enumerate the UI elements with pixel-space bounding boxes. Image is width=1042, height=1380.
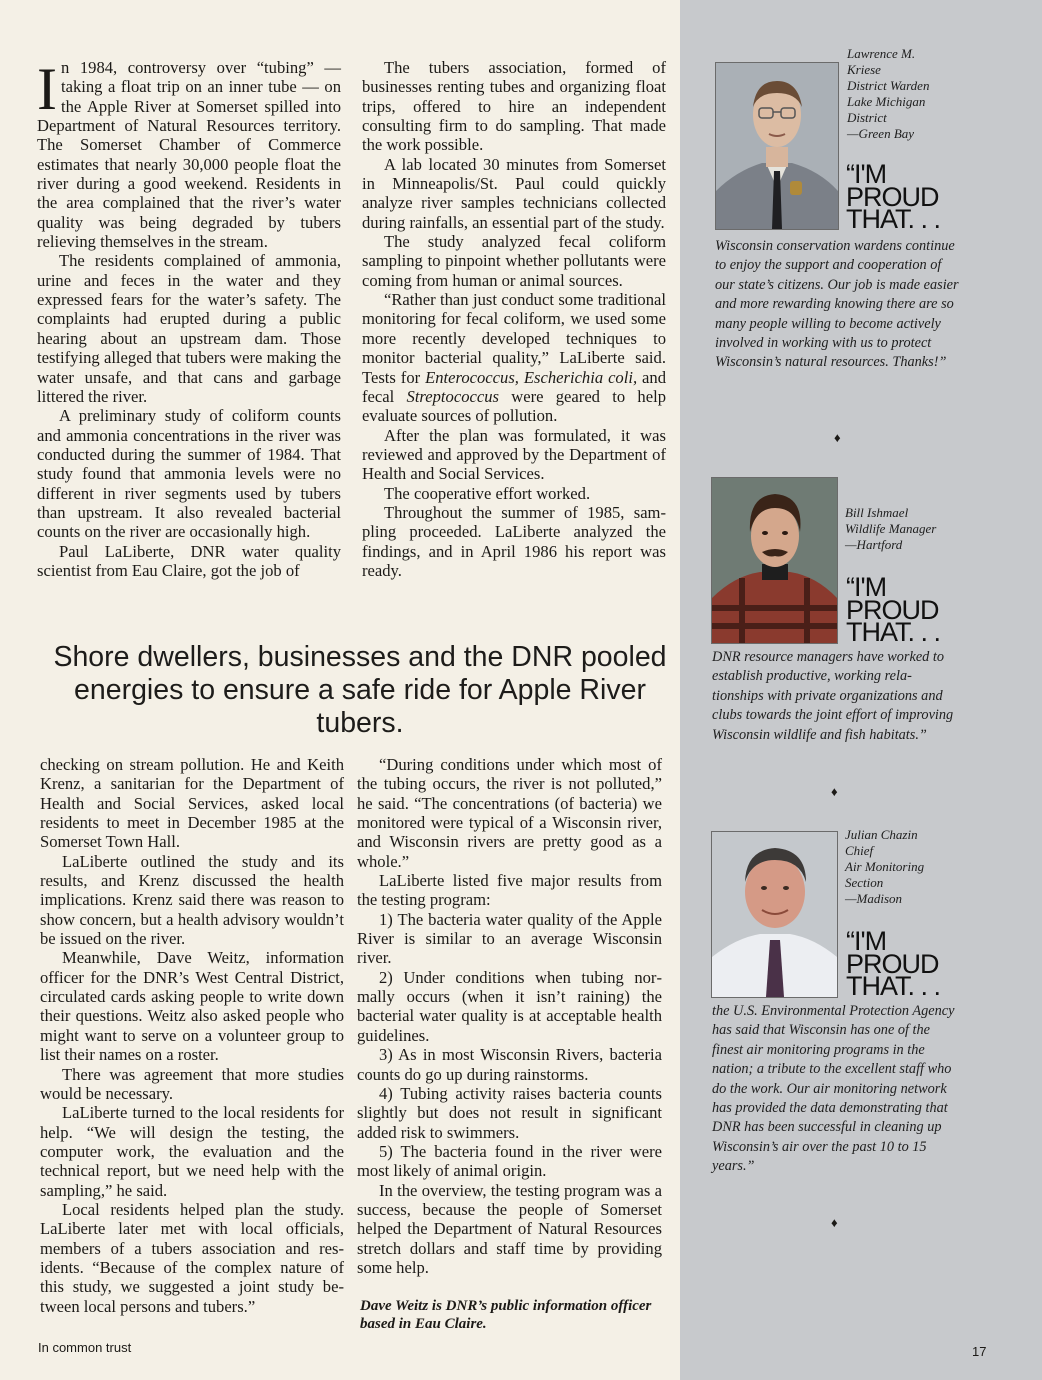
article-paragraph: A lab located 30 minutes from Somerset in Minneapolis/St. Paul could quickly analyze river samples technicians collected during rainfalls, an essential part of the study. xyxy=(362,154,666,232)
species-name: Streptococcus xyxy=(406,386,499,406)
portrait-photo-wildlife-manager xyxy=(711,477,838,644)
article-paragraph: After the plan was formulated, it was reviewed and approved by the Department of Health and Social Services. xyxy=(362,425,666,484)
article-paragraph: “During conditions under which most of the tubing occurs, the river is not polluted,” he said. “The concentrations (of bacteria) we monitored were typical of a Wisconsin river, and Wisconsin rivers are pretty good as a whole.” xyxy=(357,755,662,871)
proud-heading: “I'M PROUD THAT. . . xyxy=(846,926,941,1001)
article-paragraph: The study analyzed fecal coliform sampling to pinpoint whether pollutants were coming from human or animal sources. xyxy=(362,232,666,290)
article-paragraph: Local residents helped plan the study. LaLiberte later met with local officials, members of a tubers association and residents. “Because of the complex nature of this study, we suggested a joint study between local persons and tubers.” xyxy=(40,1199,344,1316)
profile-quote: the U.S. Environmental Protection Agency has said that Wisconsin has one of the finest air monitoring programs in the nation; a tribute to the excellent staff who do the work. Our air monitoring network has provided the data demonstrating that DNR has been successful in cleaning up Wisconsin’s air over the past 10 to 15 years.” xyxy=(712,1003,955,1175)
article-paragraph: 1) The bacteria water quality of the Apple River is similar to an average Wisconsin river. xyxy=(357,909,662,968)
profile-quote: Wisconsin conservation wardens continue to enjoy the support and cooperation of our state’s citizens. Our job is made easier and more rewarding knowing there are so many people willing to become actively involved in working with us to protect Wisconsin’s natural resources. Thanks!” xyxy=(715,238,959,371)
article-paragraph: There was agreement that more studies would be necessary. xyxy=(40,1064,344,1103)
article-paragraph: LaLiberte listed five major results from the testing program: xyxy=(357,871,662,910)
article-paragraph: 2) Under conditions when tubing normally occurs (when it isn’t raining) the bacterial water quality is at acceptable health guidelines. xyxy=(357,967,662,1045)
article-paragraph: Meanwhile, Dave Weitz, information officer for the DNR’s West Central District, circulated cards asking people to write down their questions. Weitz also asked people who might want to serve on a volunteer group to list their names on a roster. xyxy=(40,948,344,1065)
article-paragraph: Paul LaLiberte, DNR water quality scientist from Eau Claire, got the job of xyxy=(37,541,341,580)
article-paragraph: In 1984, controversy over “tubing” — taking a float trip on an inner tube — on the Apple River at Somerset spilled into Department of Natural Resources territory. The Somerset Chamber of Commerce estimates that nearly 30,000 people float the river during a good weekend. Residents in the area complained that the river’s water quality was being degraded by tubers relieving themselves in the stream. xyxy=(37,56,341,252)
article-column-4 xyxy=(357,755,662,1277)
article-paragraph: 5) The bacteria found in the river were most likely of animal origin. xyxy=(357,1141,662,1181)
portrait-photo-warden xyxy=(715,62,839,230)
portrait-photo-air-monitoring-chief xyxy=(711,831,838,998)
proud-heading: “I'M PROUD THAT. . . xyxy=(846,159,941,234)
article-paragraph: LaLiberte outlined the study and its results, and Krenz discussed the health implications. Krenz said there was reason to show concern, but a health advisory wouldn’t be issued on the river. xyxy=(40,851,344,949)
author-byline: Dave Weitz is DNR’s public information officer based in Eau Claire. xyxy=(360,1298,652,1332)
article-column-1 xyxy=(37,58,341,580)
article-paragraph: checking on stream pollution. He and Keith Krenz, a sanitarian for the Department of Health and Social Services, asked local residents to meet in December 1985 at the Somerset Town Hall. xyxy=(40,755,344,852)
pull-quote: Shore dwellers, businesses and the DNR pooled energies to ensure a safe ride for Apple River tubers. xyxy=(53,641,667,739)
article-paragraph: The cooperative effort worked. xyxy=(384,483,591,503)
proud-heading: “I'M PROUD THAT. . . xyxy=(846,572,941,647)
species-name: Enterococcus, xyxy=(425,367,519,387)
profile-quote: DNR resource managers have worked to establish productive, working relationships with private organizations and clubs towards the joint effort of improving Wisconsin wildlife and fish habitats.” xyxy=(712,649,954,743)
article-paragraph: 3) As in most Wisconsin Rivers, bacteria counts do go up during rainstorms. xyxy=(357,1045,662,1084)
profile-name-caption: Julian Chazin Chief Air Monitoring Section —Madison xyxy=(845,827,925,906)
species-name: Escherichia coli, xyxy=(523,367,638,387)
article-paragraph: A preliminary study of coliform counts and ammonia concentrations in the river was conducted during the summer of 1984. That study found that ammonia levels were no different in river segments used by tubers than upstream. It also revealed bacterial counts on the river are occasionally high. xyxy=(37,406,341,542)
diamond-bullet-icon: ♦ xyxy=(834,430,841,445)
article-column-2 xyxy=(362,58,666,580)
article-paragraph: “Rather than just conduct some traditional monitoring for fecal coliform, we used some more recently developed techniques to monitor bacterial quality,” LaLiberte said. Tests for Enterococcus, Escherichia coli, and fecal Streptococcus were geared to help evaluate sources of pollution. xyxy=(362,290,667,426)
article-paragraph: LaLiberte turned to the local residents for help. “We will design the testing, the computer work, the evaluation and the technical report, but we need help with the sampling,” he said. xyxy=(40,1103,344,1200)
article-paragraph: The tubers association, formed of businesses renting tubes and organizing float trips, offered to hire an independent consulting firm to do sampling. That made the work possible. xyxy=(362,58,666,155)
article-paragraph: The residents complained of ammonia, urine and feces in the water and they expressed fears for the water’s safety. The complaints had erupted during a public hearing about an upstream dam. Those testifying alleged that tubers were making the water unsafe, and that cans and garbage littered the river. xyxy=(37,251,341,406)
article-column-3 xyxy=(40,755,344,1316)
article-paragraph: 4) Tubing activity raises bacteria counts slightly but does not result in significant added risk to swimmers. xyxy=(357,1083,662,1142)
drop-cap: I xyxy=(37,56,57,122)
article-paragraph: Throughout the summer of 1985, sampling proceeded. LaLiberte analyzed the findings, and in April 1986 his report was ready. xyxy=(362,502,666,580)
diamond-bullet-icon: ♦ xyxy=(831,1215,838,1230)
profile-name-caption: Lawrence M. Kriese District Warden Lake Michigan District —Green Bay xyxy=(847,46,930,141)
diamond-bullet-icon: ♦ xyxy=(831,784,838,799)
page-footer: In common trust xyxy=(38,1340,132,1355)
page-number: 17 xyxy=(972,1344,987,1359)
article-paragraph: In the overview, the testing program was a success, because the people of Somerset helped the Department of Natural Resources stretch dollars and staff time by providing some help. xyxy=(357,1180,662,1277)
profile-name-caption: Bill Ishmael Wildlife Manager —Hartford xyxy=(845,505,937,552)
